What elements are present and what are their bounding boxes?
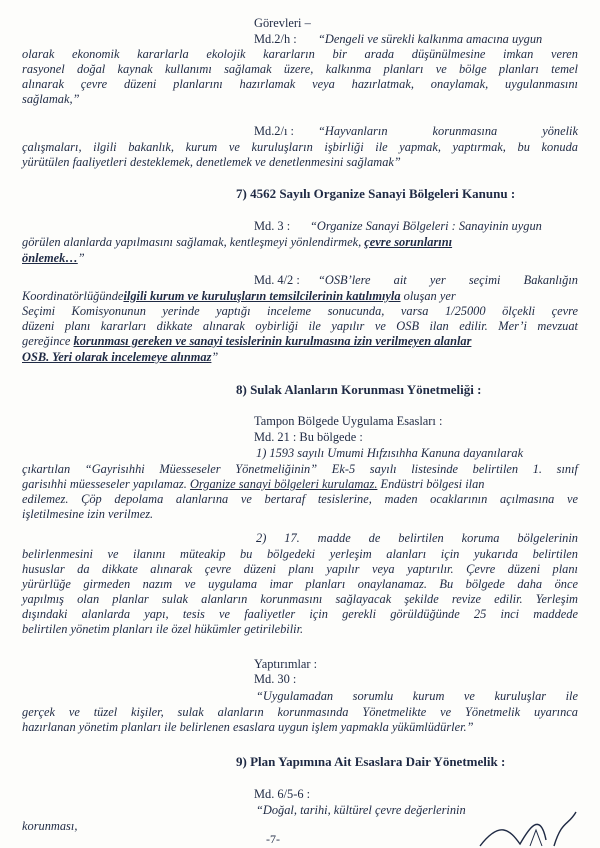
article-md2h-text: alınarak çevre düzeni planlarını hazırlamak veya hazırlatmak, onaylamak, uygulanmasını bbox=[22, 77, 578, 91]
paragraph-3: “Uygulamadan sorumlu kurum ve kuruluşlar ile bbox=[256, 689, 578, 703]
paragraph-2: 2) 17. madde de belirtilen koruma bölgelerinin bbox=[256, 531, 578, 545]
article-md2h-text: “Dengeli ve sürekli kalkınma amacına uygun bbox=[318, 32, 543, 46]
article-md21-label: Md. 21 : Bu bölgede : bbox=[254, 430, 363, 444]
article-md3-text bbox=[22, 235, 452, 250]
text-span: gereğince bbox=[22, 334, 71, 348]
article-md2i-text: yürütülen faaliyetleri desteklemek, denetlemek ve denetlenmesini sağlamak” bbox=[22, 155, 401, 169]
article-md2i-text: çalışmaları, ilgili bakanlık, kurum ve kuruluşların işbirliği ile yapmak, yaptırmak, bu konuda bbox=[22, 140, 578, 154]
article-md4-text bbox=[22, 350, 218, 365]
underlined-phrase: korunması gereken ve sanayi tesislerinin kurulmasına izin verilmeyen alanlar bbox=[73, 334, 472, 348]
underlined-phrase: çevre sorunlarını bbox=[364, 235, 453, 249]
article-md2h-text: sağlamak,” bbox=[22, 92, 80, 106]
section-title-gorevleri: Görevleri – bbox=[254, 16, 311, 30]
underlined-phrase: Organize sanayi bölgeleri kurulamaz. bbox=[189, 477, 378, 491]
page-number: -7- bbox=[266, 832, 280, 846]
paragraph-4: korunması, bbox=[22, 819, 78, 833]
underlined-phrase: OSB. Yeri olarak incelemeye alınmaz bbox=[22, 350, 212, 364]
underlined-phrase: ilgili kurum ve kuruluşların temsilcilerinin katılımıyla bbox=[123, 289, 401, 303]
underlined-phrase: önlemek… bbox=[22, 251, 78, 265]
article-md2i-text: “Hayvanların korunmasına yönelik bbox=[318, 124, 578, 138]
article-md4-label: Md. 4/2 : bbox=[254, 273, 300, 287]
paragraph-1: işletilmesine izin verilmez. bbox=[22, 507, 154, 521]
paragraph-1 bbox=[22, 477, 578, 492]
article-md65-label: Md. 6/5-6 : bbox=[254, 787, 311, 801]
article-md30-label: Md. 30 : bbox=[254, 672, 297, 686]
paragraph-1: edilemez. Çöp depolama alanlarına ve bertaraf tesislerine, maden ocaklarının açılmasına ve bbox=[22, 492, 578, 506]
text-span: Endüstri bölgesi ilan bbox=[380, 477, 485, 491]
text-span: ” bbox=[211, 350, 219, 364]
article-md4-text: “OSB’lere ait yer seçimi Bakanlığın bbox=[318, 273, 578, 287]
paragraph-1: çıkartılan “Gayrisıhhi Müesseseler Yönetmeliğinin” Ek-5 sayılı listesinde belirtilen 1. sınıf bbox=[22, 462, 578, 476]
paragraph-2: belirlenmesini ve ilanını müteakip bu bölgedeki yerleşim alanları için yukarıda belirtilen bbox=[22, 547, 578, 561]
article-md3-label: Md. 3 : bbox=[254, 219, 291, 233]
paragraph-1: 1) 1593 sayılı Umumi Hıfzısıhha Kanuna dayanılarak bbox=[256, 446, 524, 460]
signature-mark bbox=[470, 800, 590, 848]
paragraph-2: dışındaki alanlarda yapı, tesis ve faaliyetler için gerekli görüldüğünde 25 inci maddede bbox=[22, 607, 578, 621]
article-md4-text bbox=[22, 289, 456, 304]
article-md4-text: düzeni planı kararları dikkate alınarak oybirliği ile yapılır ve OSB ilan edilir. Mer’i mevzuat bbox=[22, 319, 578, 333]
section-heading-9: 9) Plan Yapımına Ait Esaslara Dair Yönetmelik : bbox=[236, 754, 506, 769]
article-md4-text bbox=[22, 334, 471, 349]
paragraph-2: belirtilen yönetim planları ile özel hükümler getirilebilir. bbox=[22, 622, 304, 636]
article-md3-text: “Organize Sanayi Bölgeleri : Sanayinin uygun bbox=[310, 219, 542, 233]
paragraph-2: hususlar da dikkate alınarak çevre düzeni planı yapılır veya yaptırılır. Çevre düzeni planı bbox=[22, 562, 578, 576]
text-span: oluşan yer bbox=[403, 289, 456, 303]
section-heading-7: 7) 4562 Sayılı Organize Sanayi Bölgeleri Kanunu : bbox=[236, 186, 516, 201]
paragraph-2: yürürlüğe girmeden nazım ve uygulama imar planları onaylanamaz. Bu bölgede daha önce bbox=[22, 577, 578, 591]
subsection-title: Tampon Bölgede Uygulama Esasları : bbox=[254, 414, 443, 428]
article-md2h-label: Md.2/h : bbox=[254, 32, 297, 46]
paragraph-3: gerçek ve tüzel kişiler, sulak alanların korunmasında Yönetmelikte ve Yönetmelik uyarınca bbox=[22, 705, 578, 719]
subsection-title: Yaptırımlar : bbox=[254, 657, 318, 671]
article-md2h-text: olarak ekonomik kararlarla ekolojik kararların bir arada düşünülmesine imkan veren bbox=[22, 47, 578, 61]
section-heading-8: 8) Sulak Alanların Korunması Yönetmeliği : bbox=[236, 382, 482, 397]
paragraph-3: hazırlanan yönetim planları ile belirlenen esaslara uygun işlem yapmakla yükümlüdürler.” bbox=[22, 720, 474, 734]
text-span: garisıhhi müesseseler yapılamaz. bbox=[22, 477, 187, 491]
text-span: ” bbox=[77, 251, 85, 265]
article-md4-text: Seçimi Komisyonunun yerinde yaptığı inceleme sonucunda, varsa 1/25000 ölçekli çevre bbox=[22, 304, 578, 318]
text-span: görülen alanlarda yapılmasını sağlamak, kentleşmeyi yönlendirmek, bbox=[22, 235, 362, 249]
paragraph-4: “Doğal, tarihi, kültürel çevre değerlerinin bbox=[256, 803, 466, 817]
paragraph-2: yapılmış olan planlar sulak alanların korunmasını sağlayacak şekilde revize edilir. Yerleşim bbox=[22, 592, 578, 606]
text-span: Koordinatörlüğünde bbox=[22, 289, 124, 303]
article-md2h-text: rasyonel doğal kaynak kullanımı sağlamak üzere, kalkınma planları ve bölge planları temel bbox=[22, 62, 578, 76]
article-md2i-label: Md.2/ı : bbox=[254, 124, 294, 138]
article-md3-text bbox=[22, 251, 85, 266]
